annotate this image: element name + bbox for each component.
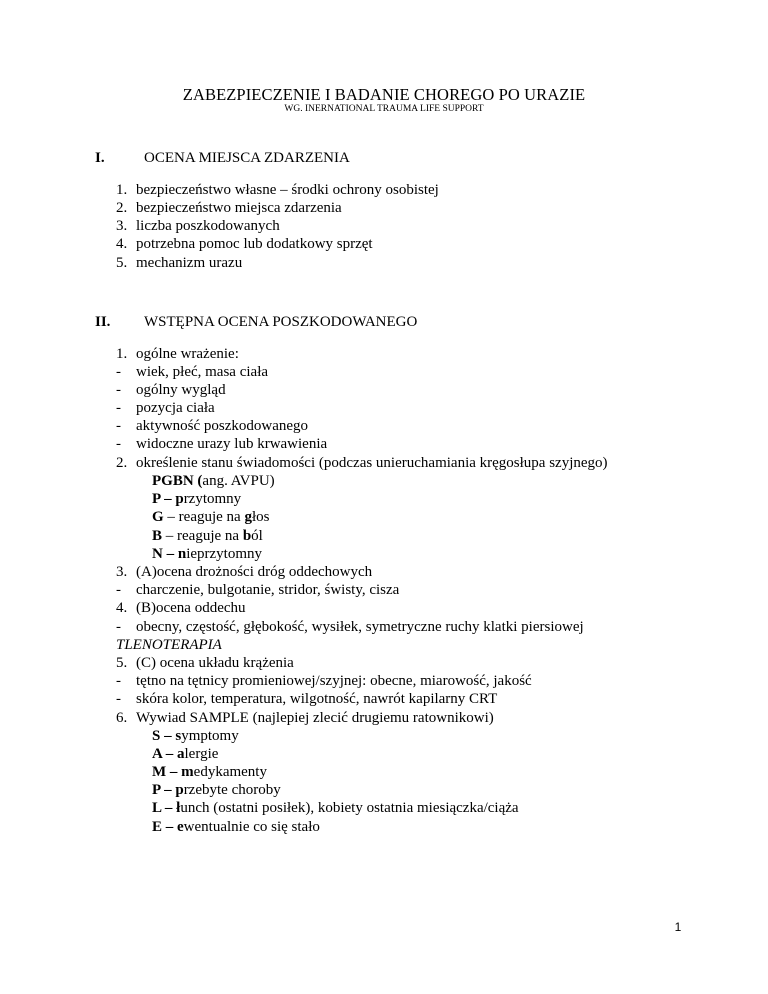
- page-number: 1: [674, 920, 682, 934]
- section-1-number: I.: [95, 150, 105, 166]
- section-2-heading: WSTĘPNA OCENA POSZKODOWANEGO: [144, 314, 418, 330]
- section-2-number: II.: [95, 314, 111, 330]
- document-page: ZABEZPIECZENIE I BADANIE CHOREGO PO URAZIE WG. INERNATIONAL TRAUMA LIFE SUPPORT I. OCENA MIEJSCA ZDARZENIA 1. bezpieczeństwo własne – środki ochrony osobistej 2. bezpieczeństwo miejsca zdarzenia 3. liczba poszkodowanych 4. potrzebna pomoc lub dodatkowy sprzęt 5. mechanizm urazu II. WSTĘPNA OCENA POSZKODOWANEGO 1. ogólne wrażenie: - wiek, płeć, masa ciała - ogólny wygląd - pozycja ciała - aktywność poszkodowanego - widoczne urazy lub krwawienia 2. określenie stanu świadomości (podczas unieruchamiania kręgosłupa szyjnego) PGBN (ang. AVPU) P – przytomny G – reaguje na głos B – reaguje na ból N – nieprzytomny 3. (A)ocena drożności dróg oddechowych - charczenie, bulgotanie, stridor, świsty, cisza 4. (B)ocena oddechu - obecny, częstość, głębokość, wysiłek, symetryczne ruchy klatki piersiowej TLENOTERAPIA 5. (C) ocena układu krążenia - tętno na tętnicy promieniowej/szyjnej: obecne, miarowość, jakość - skóra kolor, temperatura, wilgotność, nawrót kapilarny CRT 6. Wywiad SAMPLE (najlepiej zlecić drugiemu ratownikowi) S – symptomy A – alergie M – medykamenty P – przebyte choroby L – łunch (ostatni posiłek), kobiety ostatnia miesiączka/ciąża E – ewentualnie co się stało 1: [0, 0, 768, 994]
- oxygen-therapy-note: TLENOTERAPIA: [116, 637, 222, 653]
- document-subtitle: WG. INERNATIONAL TRAUMA LIFE SUPPORT: [284, 104, 484, 114]
- document-title: ZABEZPIECZENIE I BADANIE CHOREGO PO URAZIE: [182, 85, 586, 104]
- section-1-heading: OCENA MIEJSCA ZDARZENIA: [144, 150, 350, 166]
